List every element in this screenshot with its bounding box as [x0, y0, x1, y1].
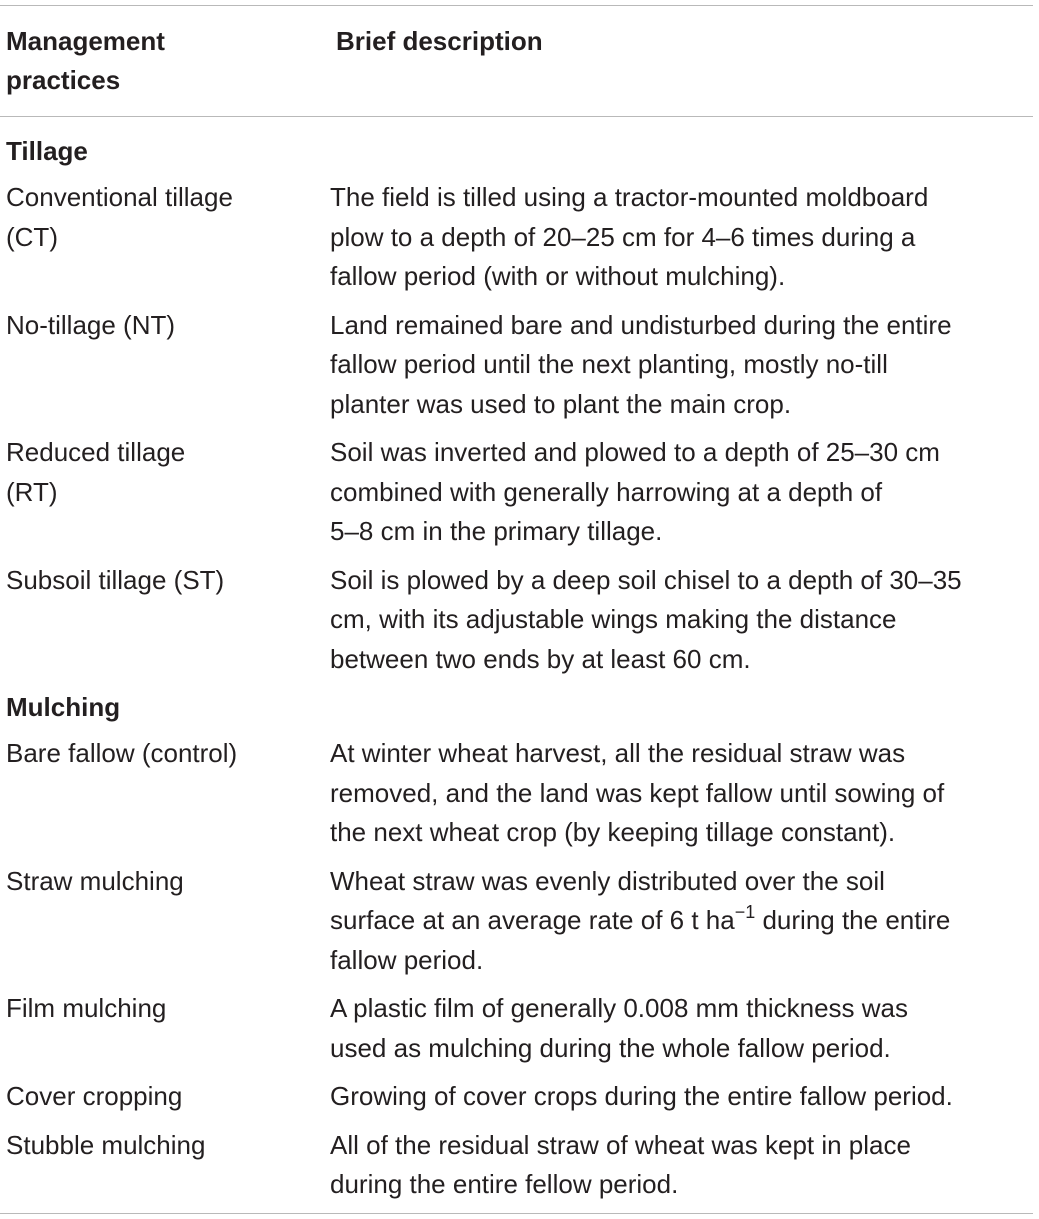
- header-rule: [0, 116, 1033, 117]
- table-row: [0, 1077, 1039, 1117]
- table-row: [0, 989, 1039, 1068]
- practice-name: No-tillage (NT): [6, 309, 176, 340]
- table-row: [0, 862, 1039, 981]
- practice-description: The field is tilled using a tractor-mounted moldboard plow to a depth of 20–25 cm for 4–6 times during a fallow period (with or without mulching).: [330, 182, 929, 291]
- practice-name: Subsoil tillage (ST): [6, 564, 225, 595]
- table-row: [0, 1126, 1039, 1205]
- section-title-tillage: Tillage: [6, 136, 88, 166]
- table-body: [0, 132, 1039, 1214]
- table-row: [0, 433, 1039, 552]
- table-row: [0, 178, 1039, 297]
- practice-description: All of the residual straw of wheat was kept in place during the entire fellow period.: [330, 1129, 911, 1199]
- practice-name: Cover cropping: [6, 1081, 183, 1111]
- bottom-rule: [0, 1213, 1033, 1214]
- practice-description: A plastic film of generally 0.008 mm thickness was used as mulching during the whole fallow period.: [330, 993, 909, 1063]
- practice-name: Stubble mulching: [6, 1129, 206, 1160]
- practice-description: Soil is plowed by a deep soil chisel to a depth of 30–35 cm, with its adjustable wings making the distance between two ends by at least 60 cm.: [330, 564, 962, 674]
- practice-name: Bare fallow (control): [6, 738, 238, 768]
- practice-description: Wheat straw was evenly distributed over the soil surface at an average rate of 6 t $ha^{-1}$ during the entire fallow period.: [330, 865, 951, 975]
- practice-description: At winter wheat harvest, all the residual straw was removed, and the land was kept fallow until sowing of the next wheat crop (by keeping tillage constant).: [330, 738, 945, 847]
- table-row: [0, 734, 1039, 853]
- header-brief-description: Brief description: [336, 26, 543, 56]
- table-row: [0, 561, 1039, 680]
- practice-name: Straw mulching: [6, 865, 184, 896]
- practice-name: Film mulching: [6, 993, 167, 1023]
- practice-description: Land remained bare and undisturbed during the entire fallow period until the next planting, mostly no-till planter was used to plant the main crop.: [330, 309, 952, 419]
- practice-description: Growing of cover crops during the entire fallow period.: [330, 1081, 953, 1111]
- header-management-practices: Management practices: [6, 26, 165, 95]
- practice-description: Soil was inverted and plowed to a depth of 25–30 cm combined with generally harrowing at a depth of 5–8 cm in the primary tillage.: [330, 437, 940, 546]
- practice-name: Conventional tillage (CT): [6, 182, 233, 252]
- practice-name: Reduced tillage (RT): [6, 437, 186, 507]
- top-rule: [0, 5, 1033, 6]
- table-row: [0, 306, 1039, 425]
- section-title-mulching: Mulching: [6, 692, 121, 722]
- superscript: −1: [734, 902, 756, 922]
